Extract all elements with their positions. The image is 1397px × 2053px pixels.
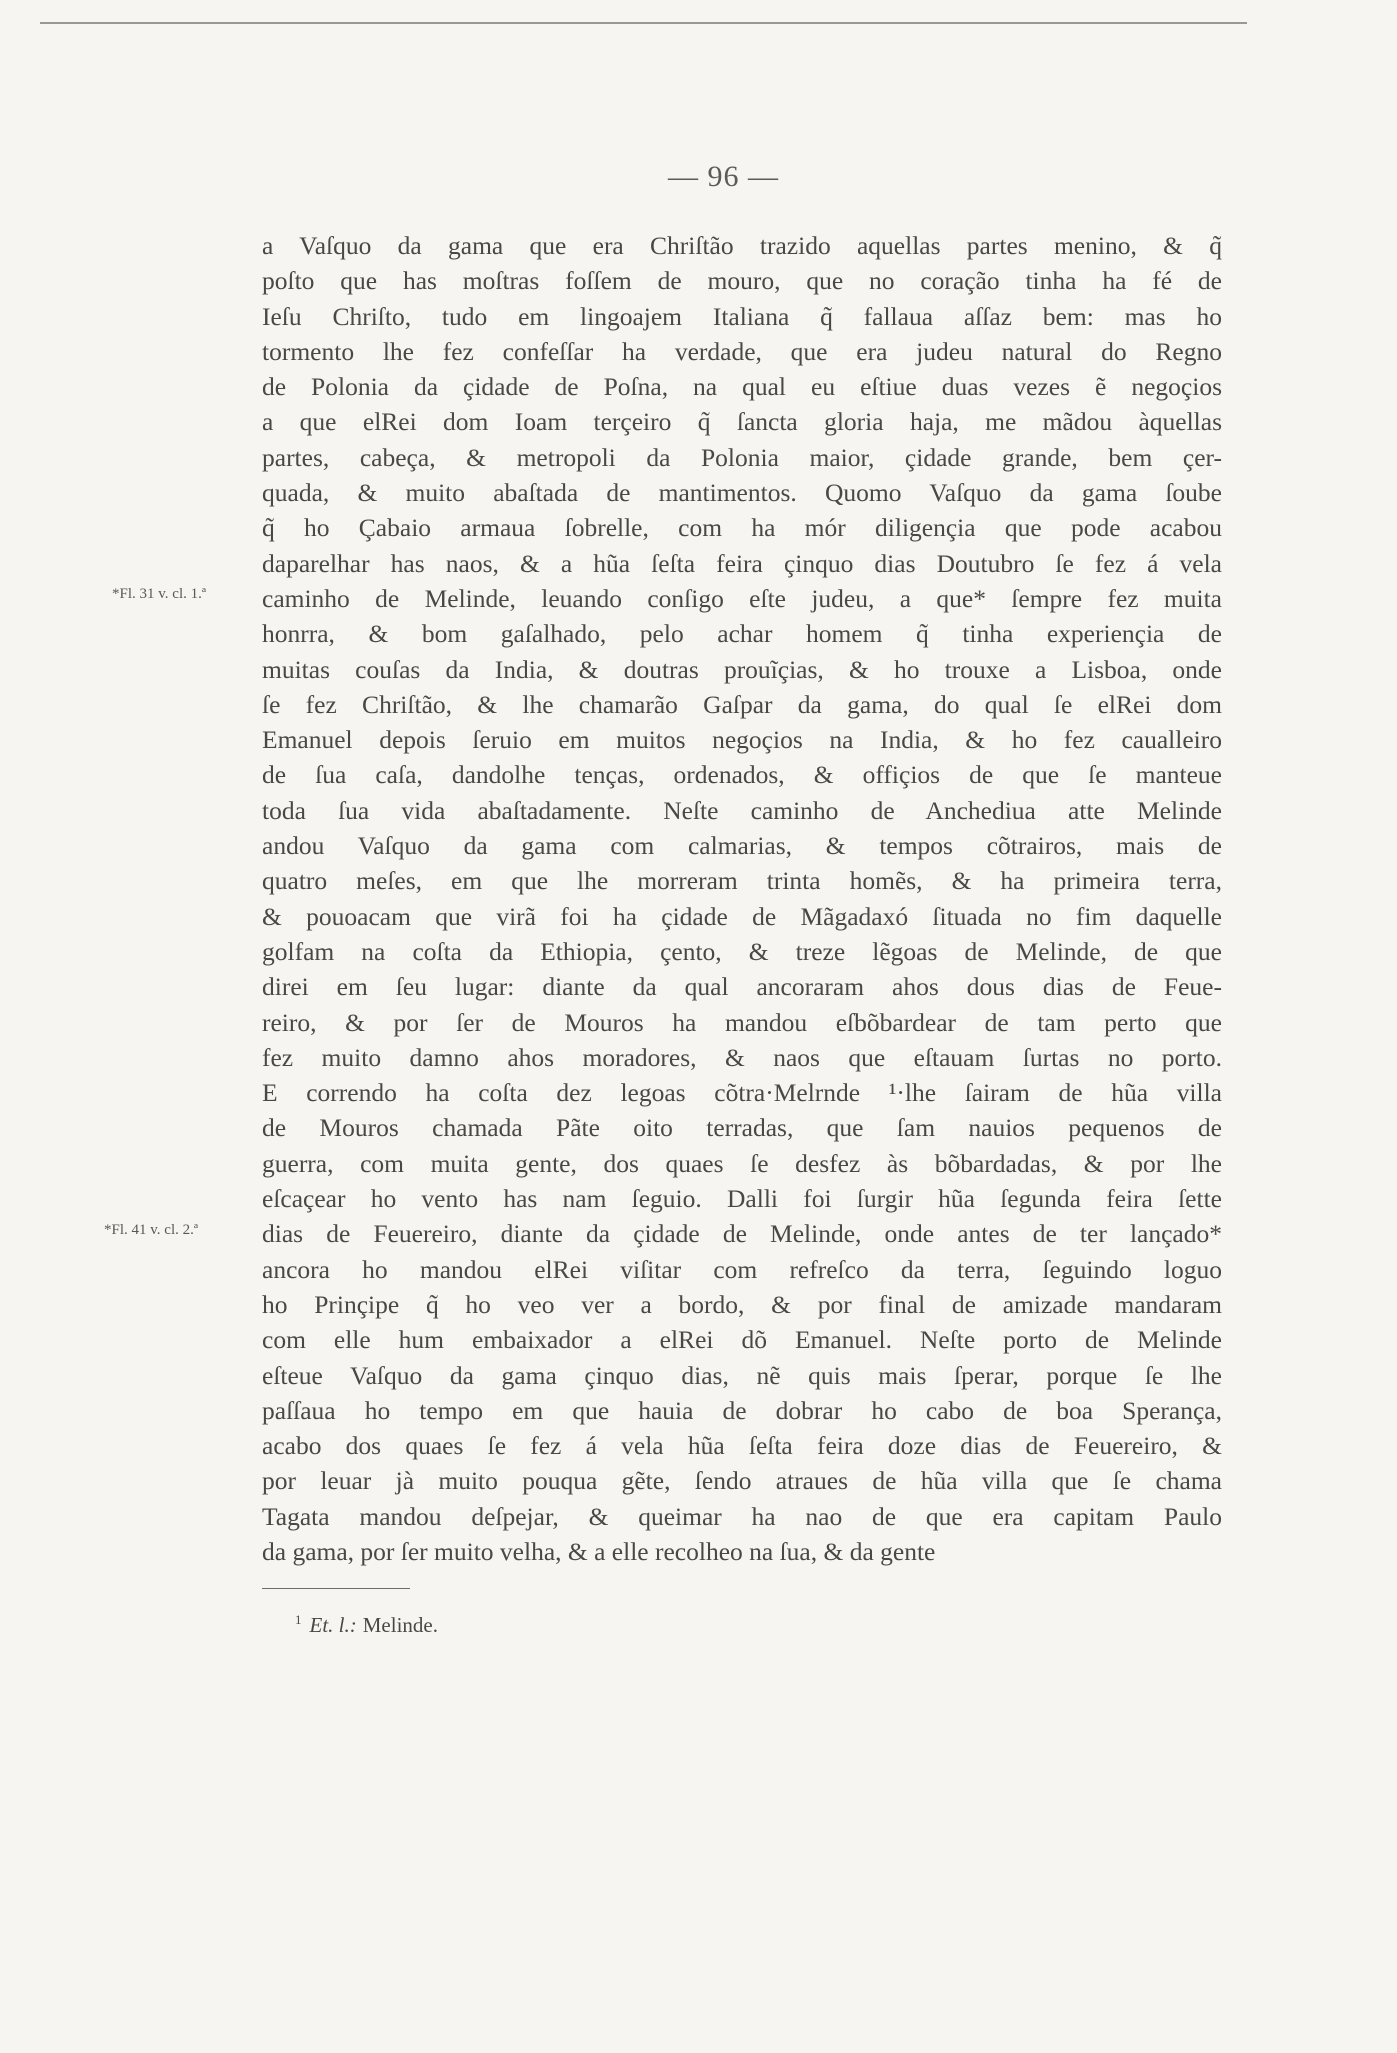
page-number: — 96 —: [668, 160, 779, 193]
footnote: [295, 1612, 438, 1638]
footnote-rule: [262, 1588, 410, 1589]
text-line: muitas couſas da India, & doutras prouĩçias, & ho trouxe a Lisboa, onde: [262, 654, 1222, 684]
text-line: por leuar jà muito pouqua gẽte, ſendo atraues de hũa villa que ſe chama: [262, 1466, 1222, 1496]
text-line: poſto que has moſtras foſſem de mouro, que no coração tinha ha fé de: [262, 266, 1222, 296]
margin-note-fl-41: *Fl. 41 v. cl. 2.ª: [104, 1222, 198, 1238]
text-line: toda ſua vida abaſtadamente. Neſte caminho de Anchediua atte Melinde: [262, 795, 1222, 825]
text-line: honrra, & bom gaſalhado, pelo achar homem q̃ tinha experiençia de: [262, 619, 1222, 649]
text-line: caminho de Melinde, leuando conſigo eſte judeu, a que* ſempre fez muita: [262, 583, 1222, 613]
text-line: daparelhar has naos, & a hũa ſeſta feira çinquo dias Doutubro ſe fez á vela: [262, 548, 1222, 578]
text-line: Ieſu Chriſto, tudo em lingoajem Italiana q̃ fallaua aſſaz bem: mas ho: [262, 301, 1222, 331]
text-line: dias de Feuereiro, diante da çidade de Melinde, onde antes de ter lançado*: [262, 1219, 1222, 1249]
text-line: quatro meſes, em que lhe morreram trinta homẽs, & ha primeira terra,: [262, 866, 1222, 896]
text-line: partes, cabeça, & metropoli da Polonia maior, çidade grande, bem çer-: [262, 442, 1222, 472]
text-line: guerra, com muita gente, dos quaes ſe desfez às bõbardadas, & por lhe: [262, 1148, 1222, 1178]
text-line: ancora ho mandou elRei viſitar com refreſco da terra, ſeguindo loguo: [262, 1254, 1222, 1284]
text-line: fez muito damno ahos moradores, & naos que eſtauam ſurtas no porto.: [262, 1042, 1222, 1072]
text-line: a que elRei dom Ioam terçeiro q̃ ſancta gloria haja, me mãdou àquellas: [262, 407, 1222, 437]
text-line: Tagata mandou deſpejar, & queimar ha nao de que era capitam Paulo: [262, 1501, 1222, 1531]
text-line: com elle hum embaixador a elRei dõ Emanuel. Neſte porto de Melinde: [262, 1325, 1222, 1355]
margin-note-fl-31: *Fl. 31 v. cl. 1.ª: [112, 586, 206, 602]
text-line: quada, & muito abaſtada de mantimentos. Quomo Vaſquo da gama ſoube: [262, 478, 1222, 508]
text-line: q̃ ho Çabaio armaua ſobrelle, com ha mór diligençia que pode acabou: [262, 513, 1222, 543]
text-line: ſe fez Chriſtão, & lhe chamarão Gaſpar da gama, do qual ſe elRei dom: [262, 689, 1222, 719]
body-text: [262, 228, 1222, 1569]
footnote-text: Melinde.: [362, 1613, 438, 1637]
text-line: eſcaçear ho vento has nam ſeguio. Dalli foi ſurgir hũa ſegunda feira ſette: [262, 1184, 1222, 1214]
text-line: tormento lhe fez confeſſar ha verdade, que era judeu natural do Regno: [262, 336, 1222, 366]
text-line: a Vaſquo da gama que era Chriſtão trazido aquellas partes menino, & q̃: [262, 231, 1222, 260]
top-edge-rule: [40, 22, 1247, 24]
text-line: direi em ſeu lugar: diante da qual ancoraram ahos dous dias de Feue-: [262, 972, 1222, 1002]
text-line: E correndo ha coſta dez legoas cõtra·Melrnde ¹·lhe ſairam de hũa villa: [262, 1078, 1222, 1108]
text-line: de Polonia da çidade de Poſna, na qual eu eſtiue duas vezes ẽ negoçios: [262, 372, 1222, 402]
text-line: & pouoacam que virã foi ha çidade de Mãgadaxó ſituada no fim daquelle: [262, 901, 1222, 931]
text-line: ho Prinçipe q̃ ho veo ver a bordo, & por final de amizade mandaram: [262, 1289, 1222, 1319]
text-line: acabo dos quaes ſe fez á vela hũa ſeſta feira doze dias de Feuereiro, &: [262, 1431, 1222, 1461]
text-line: de ſua caſa, dandolhe tenças, ordenados, & offiçios de que ſe manteue: [262, 760, 1222, 790]
text-line: reiro, & por ſer de Mouros ha mandou eſbõbardear de tam perto que: [262, 1007, 1222, 1037]
text-line: de Mouros chamada Pãte oito terradas, que ſam nauios pequenos de: [262, 1113, 1222, 1143]
text-line: Emanuel depois ſeruio em muitos negoçios na India, & ho fez caualleiro: [262, 725, 1222, 755]
text-line: paſſaua ho tempo em que hauia de dobrar ho cabo de boa Sperança,: [262, 1395, 1222, 1425]
text-line: golfam na coſta da Ethiopia, çento, & treze lẽgoas de Melinde, de que: [262, 936, 1222, 966]
text-line: eſteue Vaſquo da gama çinquo dias, nẽ quis mais ſperar, porque ſe lhe: [262, 1360, 1222, 1390]
text-line: da gama, por ſer muito velha, & a elle recolheo na ſua, & da gente: [262, 1536, 936, 1566]
text-line: andou Vaſquo da gama com calmarias, & tempos cõtrairos, mais de: [262, 831, 1222, 861]
footnote-abbreviation: Et. l.:: [309, 1613, 357, 1637]
footnote-mark: 1: [295, 1612, 302, 1627]
